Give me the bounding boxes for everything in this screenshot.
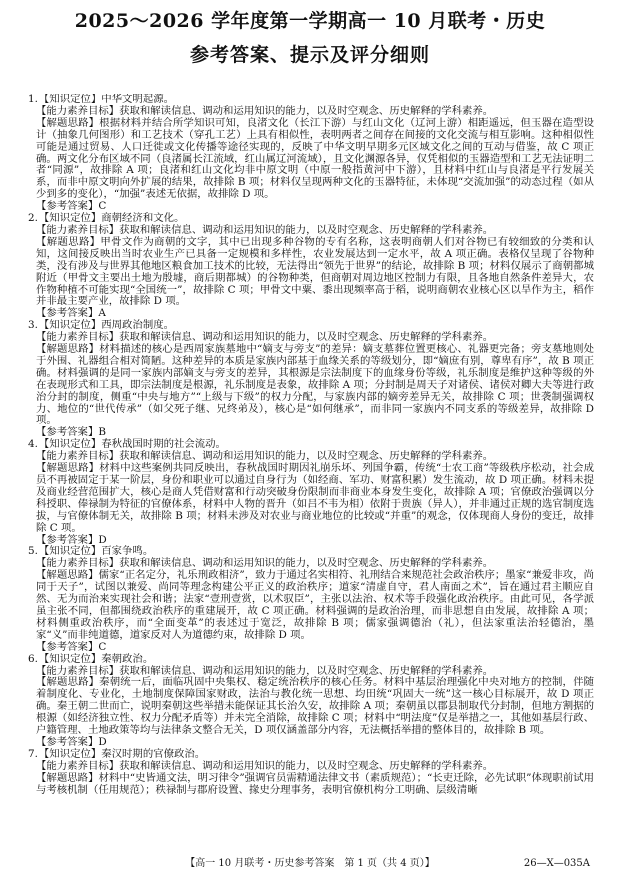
page-footer [0,857,620,873]
question-item [28,94,594,213]
solution-approach: 【解题思路】材料中这些案例共同反映出，春秋战国时期因礼崩乐坏、列国争霸，传统“士农工商”等级秩序松动，社会成员不再被固定于某一阶层，身份和职业可以通过自身行为（如经商、军功、财富积累）发生流动，故 D 项正确。材料未提及商业经营范围扩大，核心是商人凭借财富和行动突破身份限制而非商业本身发生变化，故排除 A 项；官僚政治强调以分科授职、俸禄制为特征的官僚体系，材料中人物的晋升（如吕不韦为相）依附于贵族（异人），并非通过正规的选官制度选拔，与官僚体制无关，故排除 B 项；材料未涉及对农业与商业地位的比较或“并重”的观念，仅体现商人身份的变迁，故排除 C 项。 [36,462,594,534]
ability-goal: 【能力素养目标】获取和解读信息、调动和运用知识的能力，以及时空观念、历史解释的学科素养。 [36,759,494,772]
knowledge-position: 【知识定位】中华文明起源。 [38,94,174,105]
knowledge-position: 【知识定位】春秋战国时期的社会流动。 [38,438,226,451]
reference-answer: 【参考答案】A [36,307,106,320]
question-item [28,213,594,320]
question-number: 6. [28,652,38,665]
question-number: 4. [28,438,38,451]
footer-page-info: 【高一 10 月联考・历史参考答案 第 1 页（共 4 页）】 [185,858,435,869]
knowledge-position: 【知识定位】秦汉时期的官僚政治。 [38,747,206,760]
reference-answer: 【参考答案】C [36,200,107,213]
ability-goal: 【能力素养目标】获取和解读信息、调动和运用知识的能力，以及时空观念、历史解释的学科素养。 [36,104,494,117]
ability-goal: 【能力素养目标】获取和解读信息、调动和运用知识的能力，以及时空观念、历史解释的学科素养。 [36,223,494,236]
solution-approach: 【解题思路】甲骨文作为商朝的文字，其中已出现多种谷物的专有名称，这表明商朝人们对谷物已有较细致的分类和认知，这间接反映出当时农业生产已具备一定规模和多样性，农业发展达到一定水平，故 A 项正确。表格仅呈现了谷物种类，没有涉及与世界其他地区粮食加工技术的比较，无法得出“领先于世界”的结论，故排除 B 项；材料仅展示了商朝都城附近（甲骨文主要出土地为殷墟，商后期都城）的谷物种类，但商朝对周边地区控制力有限，且各地自然条件差异大，农作物种植不可能实现“全国统一”，故排除 C 项；甲骨文中粟、黍出现频率高于稻，说明商朝农业核心区以旱作为主，稻作并非最主要产业，故排除 D 项。 [36,235,594,308]
question-item [28,320,594,439]
reference-answer: 【参考答案】D [36,533,107,546]
page-subtitle: 参考答案、提示及评分细则 [189,44,430,66]
question-number: 7. [28,747,38,760]
question-number: 5. [28,545,38,558]
solution-approach: 【解题思路】材料中“史皆通文法，明习律令”强调官员需精通法律文书（素质规范）；“长吏迁除，必先试职”体现职前试用与考核机制（任用规范）；秩禄制与郡府设置、掾史分理事务，表明官僚机构分工明确、层级清晰 [36,771,594,796]
solution-approach: 【解题思路】儒家“正名定分，礼乐刑政相济”，致力于通过名实相符、礼刑结合来规范社会政治秩序；墨家“兼爱非攻，尚同于天子”，试图以兼爱、尚同等理念构建公平正义的政治秩序；道家“清虚自守，君人南面之术”，旨在通过君主顺应自然、无为而治来实现社会和谐；法家“壹刑壹赏，以术驭臣”，主张以法治、权术等手段强化政治秩序。由此可见，各学派虽主张不同，但都围绕政治秩序的重建展开，故 C 项正确。材料强调的是政治治理，而非思想自由发展，故排除 A 项；材料侧重政治秩序，而“全面变革”的表述过于宽泛，故排除 B 项；儒家强调德治（礼），但法家重法治轻德治，墨家“义”而非纯道德，道家反对人为道德约束，故排除 D 项。 [36,569,594,641]
knowledge-position: 【知识定位】百家争鸣。 [38,545,154,558]
reference-answer: 【参考答案】B [36,426,106,439]
solution-approach: 【解题思路】秦朝统一后，面临巩固中央集权、稳定统治秩序的核心任务。材料中基层治理强化中央对地方的控制，伴随着制度化、专业化，土地制度保障国家财政，法治与教化统一思想、均田统“巩固大一统”这一核心目标展开，故 D 项正确。秦王朝二世而亡，说明秦朝这些举措未能保证其长治久安，故排除 A 项；秦朝虽以郡县制取代分封制，但地方割据的根源（如经济独立性、权力分配矛盾等）并未完全消除，故排除 C 项；材料中“明法度”仅是举措之一，其他如基层行政、户籍管理、土地政策等均与法律条文整合无关，D 项仅涵盖部分内容，无法概括举措的整体目的，故排除 B 项。 [36,676,594,737]
page-title: 2025～2026 学年度第一学期高一 10 月联考・历史 [74,10,546,32]
answer-content [28,94,594,842]
knowledge-position: 【知识定位】西周政治制度。 [38,319,174,332]
footer-code: 26—X—035A [523,858,590,869]
reference-answer: 【参考答案】C [36,640,107,653]
question-number: 2. [28,212,38,225]
reference-answer: 【参考答案】D [36,735,107,748]
solution-approach: 【解题思路】根据材料并结合所学知识可知，良渚文化（长江下游）与红山文化（辽河上游）相距遥远，但玉器在造型设计（抽象几何图形）和工艺技术（穿孔工艺）上具有相似性，表明两者之间存在间接的文化交流与相互影响。这种相似性可能是通过贸易、人口迁徙或文化传播等途径实现的，反映了中华文明早期多元区域文化之间的互动与借鉴，故 C 项正确。两文化分布区域不同（良渚属长江流域，红山属辽河流域），且文化渊源各异，仅凭相似的玉器造型和工艺无法证明二者“同源”，故排除 A 项；良渚和红山文化均非中原文明（中原一般指黄河中下游），且材料中红山与良渚是平行发展关系，而非中原文明向外扩展的结果，故排除 B 项；材料仅呈现两种文化的玉器特征，未体现“交流加强”的动态过程（如从少到多的变化），“加强”表述无依据，故排除 D 项。 [36,116,594,201]
knowledge-position: 【知识定位】秦朝政治。 [38,652,154,665]
question-item [28,654,594,749]
solution-approach: 【解题思路】材料描述的核心是西周家族墓地中“嫡支与旁支”的差异：嫡支墓葬位置更核心、礼器更完备；旁支墓地则处于外围、礼器组合相对简陋。这种差异的本质是家族内部基于血缘关系的等级划分，即“嫡庶有别，尊卑有序”，故 B 项正确。材料强调的是同一家族内部嫡支与旁支的差异，其根源是宗法制度下的血缘身份等级，礼乐制度是维护这种等级的外在表现形式和工具，即宗法制度是根源，礼乐制度是表象，故排除 A 项；分封制是周天子对诸侯、诸侯对卿大夫等进行政治分封的制度，侧重“中央与地方”“上级与下级”的权力分配，与家族内部的嫡旁差异无关，故排除 C 项；世袭制强调权力、地位的“世代传承”（如父死子继、兄终弟及），核心是“如何继承”，而非同一家族内不同支系的等级差异，故排除 D 项。 [36,343,594,427]
question-item [28,546,594,653]
question-number: 1. [28,94,38,105]
knowledge-position: 【知识定位】商朝经济和文化。 [38,212,185,225]
ability-goal: 【能力素养目标】获取和解读信息、调动和运用知识的能力，以及时空观念、历史解释的学科素养。 [36,331,494,344]
question-item [28,749,594,797]
ability-goal: 【能力素养目标】获取和解读信息、调动和运用知识的能力，以及时空观念、历史解释的学科素养。 [36,450,494,463]
ability-goal: 【能力素养目标】获取和解读信息、调动和运用知识的能力，以及时空观念、历史解释的学科素养。 [36,557,494,570]
question-item [28,439,594,546]
question-number: 3. [28,319,38,332]
ability-goal: 【能力素养目标】获取和解读信息、调动和运用知识的能力，以及时空观念、历史解释的学科素养。 [36,664,494,677]
